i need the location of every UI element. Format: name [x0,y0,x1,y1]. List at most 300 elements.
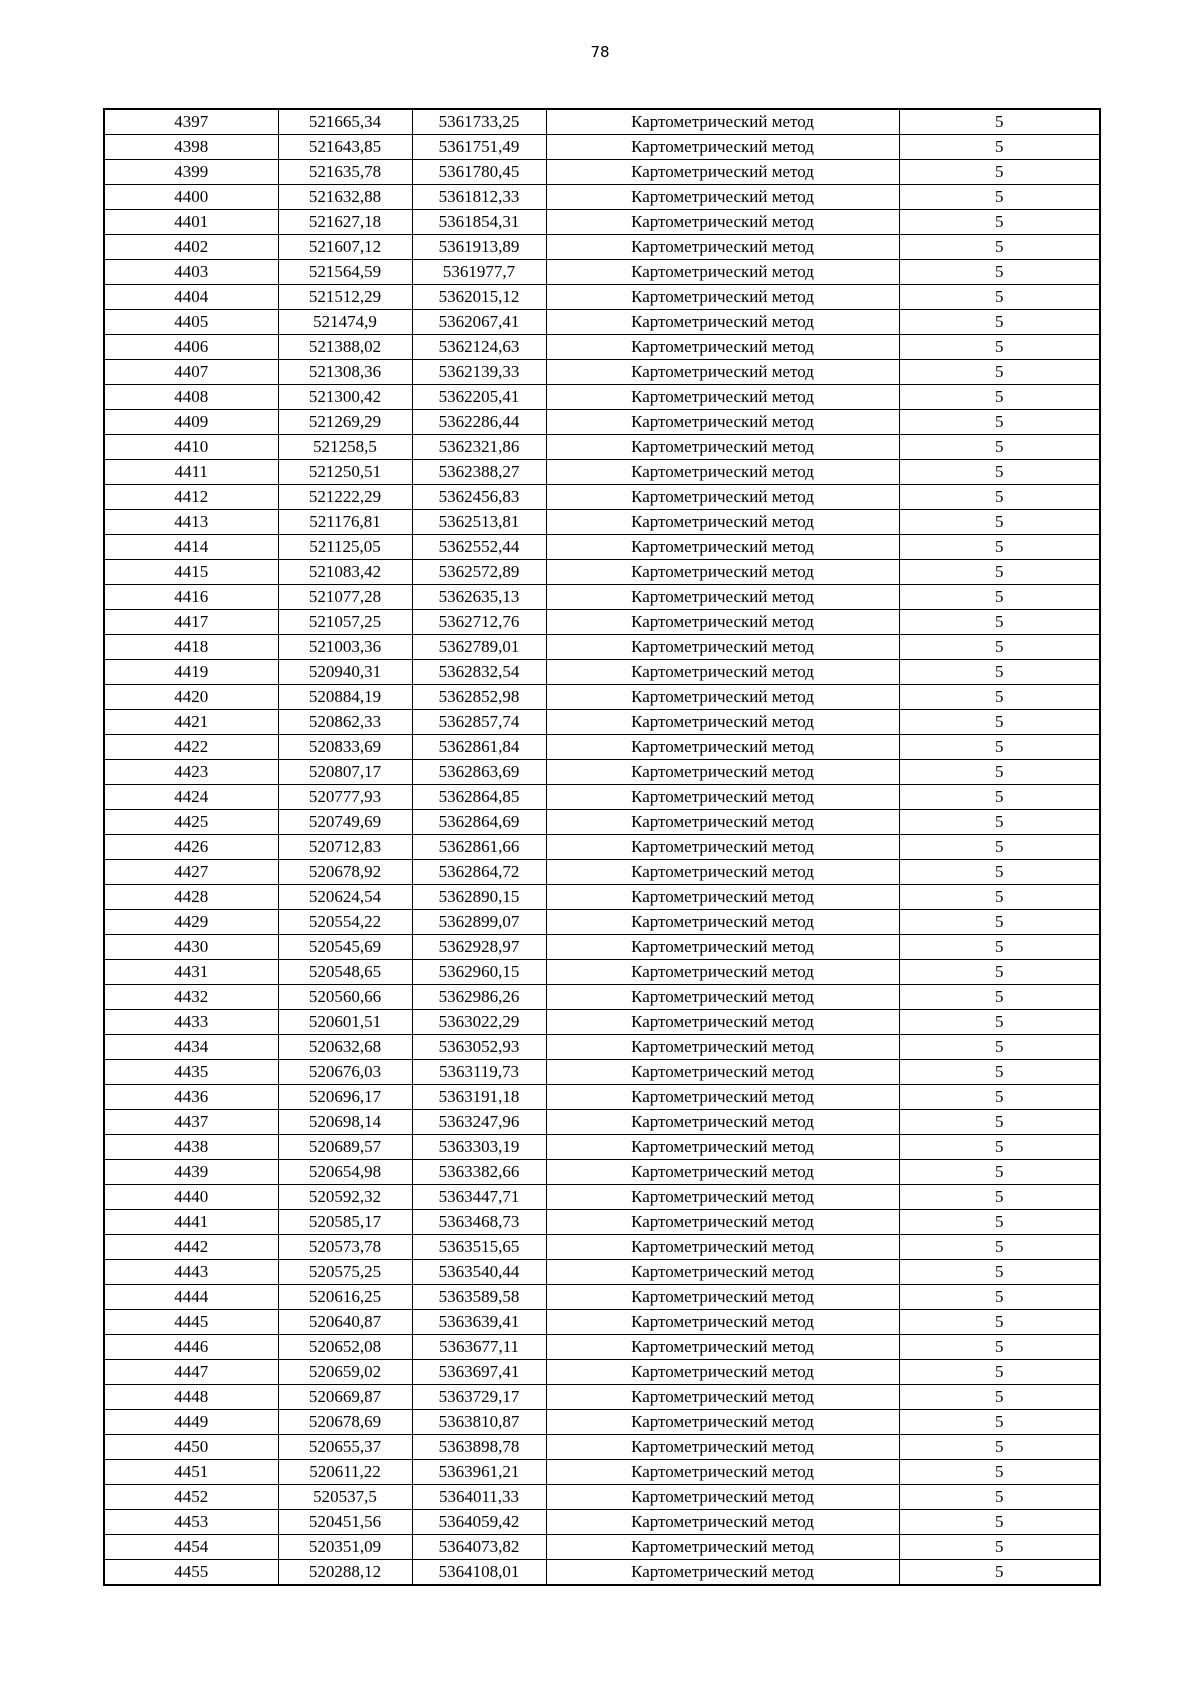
x-coordinate-cell: 521077,28 [278,585,412,610]
accuracy-cell: 5 [899,360,1100,385]
table-row [104,1485,1100,1510]
table-row [104,335,1100,360]
accuracy-cell: 5 [899,1235,1100,1260]
point-number-cell: 4445 [104,1310,278,1335]
table-row [104,660,1100,685]
point-number-cell: 4455 [104,1560,278,1586]
y-coordinate-cell: 5364108,01 [412,1560,546,1586]
y-coordinate-cell: 5363468,73 [412,1210,546,1235]
table-row [104,810,1100,835]
x-coordinate-cell: 520807,17 [278,760,412,785]
method-cell: Картометрический метод [546,1010,899,1035]
x-coordinate-cell: 521388,02 [278,335,412,360]
y-coordinate-cell: 5364073,82 [412,1535,546,1560]
y-coordinate-cell: 5362789,01 [412,635,546,660]
accuracy-cell: 5 [899,635,1100,660]
accuracy-cell: 5 [899,735,1100,760]
point-number-cell: 4441 [104,1210,278,1235]
method-cell: Картометрический метод [546,1560,899,1586]
method-cell: Картометрический метод [546,1135,899,1160]
y-coordinate-cell: 5361733,25 [412,109,546,135]
method-cell: Картометрический метод [546,810,899,835]
x-coordinate-cell: 521643,85 [278,135,412,160]
accuracy-cell: 5 [899,785,1100,810]
x-coordinate-cell: 521512,29 [278,285,412,310]
table-row [104,610,1100,635]
x-coordinate-cell: 521564,59 [278,260,412,285]
x-coordinate-cell: 520777,93 [278,785,412,810]
table-row [104,285,1100,310]
table-row [104,1285,1100,1310]
method-cell: Картометрический метод [546,1085,899,1110]
x-coordinate-cell: 520585,17 [278,1210,412,1235]
method-cell: Картометрический метод [546,260,899,285]
x-coordinate-cell: 521222,29 [278,485,412,510]
y-coordinate-cell: 5362513,81 [412,510,546,535]
x-coordinate-cell: 520696,17 [278,1085,412,1110]
method-cell: Картометрический метод [546,1260,899,1285]
x-coordinate-cell: 521607,12 [278,235,412,260]
point-number-cell: 4405 [104,310,278,335]
point-number-cell: 4427 [104,860,278,885]
point-number-cell: 4402 [104,235,278,260]
accuracy-cell: 5 [899,485,1100,510]
method-cell: Картометрический метод [546,1485,899,1510]
accuracy-cell: 5 [899,910,1100,935]
table-row [104,1360,1100,1385]
x-coordinate-cell: 520884,19 [278,685,412,710]
method-cell: Картометрический метод [546,510,899,535]
accuracy-cell: 5 [899,1460,1100,1485]
table-row [104,1110,1100,1135]
y-coordinate-cell: 5363697,41 [412,1360,546,1385]
x-coordinate-cell: 520632,68 [278,1035,412,1060]
x-coordinate-cell: 520940,31 [278,660,412,685]
accuracy-cell: 5 [899,385,1100,410]
point-number-cell: 4423 [104,760,278,785]
y-coordinate-cell: 5363961,21 [412,1460,546,1485]
table-row [104,1560,1100,1586]
point-number-cell: 4417 [104,610,278,635]
accuracy-cell: 5 [899,310,1100,335]
y-coordinate-cell: 5362861,66 [412,835,546,860]
y-coordinate-cell: 5362890,15 [412,885,546,910]
x-coordinate-cell: 520611,22 [278,1460,412,1485]
method-cell: Картометрический метод [546,410,899,435]
accuracy-cell: 5 [899,710,1100,735]
method-cell: Картометрический метод [546,285,899,310]
x-coordinate-cell: 521003,36 [278,635,412,660]
accuracy-cell: 5 [899,260,1100,285]
accuracy-cell: 5 [899,1010,1100,1035]
method-cell: Картометрический метод [546,135,899,160]
point-number-cell: 4450 [104,1435,278,1460]
accuracy-cell: 5 [899,885,1100,910]
y-coordinate-cell: 5362960,15 [412,960,546,985]
method-cell: Картометрический метод [546,1235,899,1260]
accuracy-cell: 5 [899,510,1100,535]
point-number-cell: 4428 [104,885,278,910]
table-row [104,410,1100,435]
method-cell: Картометрический метод [546,1535,899,1560]
x-coordinate-cell: 520678,92 [278,860,412,885]
method-cell: Картометрический метод [546,1110,899,1135]
accuracy-cell: 5 [899,1535,1100,1560]
table-row [104,885,1100,910]
y-coordinate-cell: 5362205,41 [412,385,546,410]
method-cell: Картометрический метод [546,335,899,360]
x-coordinate-cell: 520575,25 [278,1260,412,1285]
accuracy-cell: 5 [899,335,1100,360]
table-row [104,710,1100,735]
table-row [104,1535,1100,1560]
table-row [104,1085,1100,1110]
x-coordinate-cell: 521627,18 [278,210,412,235]
table-row [104,760,1100,785]
x-coordinate-cell: 520652,08 [278,1335,412,1360]
y-coordinate-cell: 5361780,45 [412,160,546,185]
table-row [104,510,1100,535]
method-cell: Картометрический метод [546,1060,899,1085]
point-number-cell: 4437 [104,1110,278,1135]
x-coordinate-cell: 520451,56 [278,1510,412,1535]
accuracy-cell: 5 [899,810,1100,835]
x-coordinate-cell: 520545,69 [278,935,412,960]
point-number-cell: 4420 [104,685,278,710]
table-row [104,1185,1100,1210]
accuracy-cell: 5 [899,610,1100,635]
accuracy-cell: 5 [899,585,1100,610]
point-number-cell: 4432 [104,985,278,1010]
method-cell: Картометрический метод [546,1410,899,1435]
method-cell: Картометрический метод [546,1160,899,1185]
accuracy-cell: 5 [899,960,1100,985]
coordinates-table [103,108,1101,1586]
y-coordinate-cell: 5362015,12 [412,285,546,310]
x-coordinate-cell: 520712,83 [278,835,412,860]
accuracy-cell: 5 [899,1310,1100,1335]
accuracy-cell: 5 [899,835,1100,860]
method-cell: Картометрический метод [546,1285,899,1310]
table-row [104,435,1100,460]
method-cell: Картометрический метод [546,685,899,710]
point-number-cell: 4430 [104,935,278,960]
table-row [104,835,1100,860]
y-coordinate-cell: 5363729,17 [412,1385,546,1410]
method-cell: Картометрический метод [546,1360,899,1385]
point-number-cell: 4435 [104,1060,278,1085]
accuracy-cell: 5 [899,1135,1100,1160]
x-coordinate-cell: 520548,65 [278,960,412,985]
y-coordinate-cell: 5363639,41 [412,1310,546,1335]
method-cell: Картометрический метод [546,1035,899,1060]
point-number-cell: 4443 [104,1260,278,1285]
method-cell: Картометрический метод [546,1435,899,1460]
accuracy-cell: 5 [899,1160,1100,1185]
page-number: 78 [590,43,610,61]
table-row [104,1010,1100,1035]
accuracy-cell: 5 [899,1285,1100,1310]
table-row [104,1410,1100,1435]
method-cell: Картометрический метод [546,360,899,385]
method-cell: Картометрический метод [546,585,899,610]
y-coordinate-cell: 5363247,96 [412,1110,546,1135]
method-cell: Картометрический метод [546,860,899,885]
x-coordinate-cell: 520624,54 [278,885,412,910]
y-coordinate-cell: 5362832,54 [412,660,546,685]
accuracy-cell: 5 [899,535,1100,560]
y-coordinate-cell: 5362928,97 [412,935,546,960]
table-row [104,860,1100,885]
x-coordinate-cell: 521083,42 [278,560,412,585]
point-number-cell: 4454 [104,1535,278,1560]
table-row [104,460,1100,485]
accuracy-cell: 5 [899,1210,1100,1235]
y-coordinate-cell: 5363119,73 [412,1060,546,1085]
table-row [104,360,1100,385]
method-cell: Картометрический метод [546,1335,899,1360]
table-row [104,910,1100,935]
method-cell: Картометрический метод [546,485,899,510]
x-coordinate-cell: 520749,69 [278,810,412,835]
method-cell: Картометрический метод [546,1310,899,1335]
y-coordinate-cell: 5363382,66 [412,1160,546,1185]
method-cell: Картометрический метод [546,1185,899,1210]
x-coordinate-cell: 521125,05 [278,535,412,560]
point-number-cell: 4413 [104,510,278,535]
accuracy-cell: 5 [899,560,1100,585]
table-row [104,1460,1100,1485]
y-coordinate-cell: 5362712,76 [412,610,546,635]
x-coordinate-cell: 520616,25 [278,1285,412,1310]
point-number-cell: 4449 [104,1410,278,1435]
y-coordinate-cell: 5362861,84 [412,735,546,760]
table-row [104,935,1100,960]
table-row [104,1060,1100,1085]
point-number-cell: 4404 [104,285,278,310]
x-coordinate-cell: 520698,14 [278,1110,412,1135]
method-cell: Картометрический метод [546,435,899,460]
y-coordinate-cell: 5362124,63 [412,335,546,360]
point-number-cell: 4412 [104,485,278,510]
point-number-cell: 4431 [104,960,278,985]
point-number-cell: 4415 [104,560,278,585]
method-cell: Картометрический метод [546,610,899,635]
y-coordinate-cell: 5361751,49 [412,135,546,160]
coordinates-table-body [104,109,1100,1585]
x-coordinate-cell: 520862,33 [278,710,412,735]
x-coordinate-cell: 520833,69 [278,735,412,760]
point-number-cell: 4401 [104,210,278,235]
x-coordinate-cell: 520640,87 [278,1310,412,1335]
method-cell: Картометрический метод [546,735,899,760]
accuracy-cell: 5 [899,1085,1100,1110]
method-cell: Картометрический метод [546,385,899,410]
y-coordinate-cell: 5363677,11 [412,1335,546,1360]
x-coordinate-cell: 521057,25 [278,610,412,635]
accuracy-cell: 5 [899,1410,1100,1435]
method-cell: Картометрический метод [546,885,899,910]
point-number-cell: 4451 [104,1460,278,1485]
x-coordinate-cell: 521300,42 [278,385,412,410]
method-cell: Картометрический метод [546,710,899,735]
point-number-cell: 4442 [104,1235,278,1260]
accuracy-cell: 5 [899,1560,1100,1586]
x-coordinate-cell: 521258,5 [278,435,412,460]
point-number-cell: 4411 [104,460,278,485]
accuracy-cell: 5 [899,460,1100,485]
y-coordinate-cell: 5363303,19 [412,1135,546,1160]
point-number-cell: 4407 [104,360,278,385]
method-cell: Картометрический метод [546,109,899,135]
x-coordinate-cell: 520678,69 [278,1410,412,1435]
accuracy-cell: 5 [899,1035,1100,1060]
table-row [104,1160,1100,1185]
method-cell: Картометрический метод [546,235,899,260]
table-row [104,960,1100,985]
method-cell: Картометрический метод [546,660,899,685]
y-coordinate-cell: 5362986,26 [412,985,546,1010]
y-coordinate-cell: 5363810,87 [412,1410,546,1435]
accuracy-cell: 5 [899,685,1100,710]
x-coordinate-cell: 520560,66 [278,985,412,1010]
accuracy-cell: 5 [899,1110,1100,1135]
accuracy-cell: 5 [899,285,1100,310]
point-number-cell: 4452 [104,1485,278,1510]
y-coordinate-cell: 5362572,89 [412,560,546,585]
table-row [104,485,1100,510]
method-cell: Картометрический метод [546,560,899,585]
point-number-cell: 4448 [104,1385,278,1410]
method-cell: Картометрический метод [546,1460,899,1485]
y-coordinate-cell: 5362899,07 [412,910,546,935]
y-coordinate-cell: 5362552,44 [412,535,546,560]
accuracy-cell: 5 [899,135,1100,160]
point-number-cell: 4433 [104,1010,278,1035]
table-row [104,1335,1100,1360]
point-number-cell: 4403 [104,260,278,285]
y-coordinate-cell: 5362456,83 [412,485,546,510]
y-coordinate-cell: 5362864,85 [412,785,546,810]
point-number-cell: 4397 [104,109,278,135]
point-number-cell: 4426 [104,835,278,860]
method-cell: Картометрический метод [546,835,899,860]
accuracy-cell: 5 [899,1485,1100,1510]
point-number-cell: 4444 [104,1285,278,1310]
y-coordinate-cell: 5362067,41 [412,310,546,335]
y-coordinate-cell: 5364011,33 [412,1485,546,1510]
y-coordinate-cell: 5364059,42 [412,1510,546,1535]
y-coordinate-cell: 5362388,27 [412,460,546,485]
method-cell: Картометрический метод [546,910,899,935]
accuracy-cell: 5 [899,435,1100,460]
y-coordinate-cell: 5363022,29 [412,1010,546,1035]
accuracy-cell: 5 [899,235,1100,260]
table-row [104,385,1100,410]
point-number-cell: 4436 [104,1085,278,1110]
y-coordinate-cell: 5363589,58 [412,1285,546,1310]
y-coordinate-cell: 5361977,7 [412,260,546,285]
point-number-cell: 4453 [104,1510,278,1535]
y-coordinate-cell: 5363447,71 [412,1185,546,1210]
method-cell: Картометрический метод [546,460,899,485]
table-row [104,585,1100,610]
table-row [104,1135,1100,1160]
accuracy-cell: 5 [899,1185,1100,1210]
table-row [104,785,1100,810]
x-coordinate-cell: 520655,37 [278,1435,412,1460]
point-number-cell: 4446 [104,1335,278,1360]
point-number-cell: 4424 [104,785,278,810]
x-coordinate-cell: 520351,09 [278,1535,412,1560]
y-coordinate-cell: 5363052,93 [412,1035,546,1060]
table-row [104,135,1100,160]
x-coordinate-cell: 521665,34 [278,109,412,135]
point-number-cell: 4416 [104,585,278,610]
point-number-cell: 4421 [104,710,278,735]
point-number-cell: 4422 [104,735,278,760]
table-row [104,735,1100,760]
accuracy-cell: 5 [899,210,1100,235]
point-number-cell: 4425 [104,810,278,835]
accuracy-cell: 5 [899,1260,1100,1285]
y-coordinate-cell: 5362864,69 [412,810,546,835]
accuracy-cell: 5 [899,860,1100,885]
x-coordinate-cell: 521269,29 [278,410,412,435]
point-number-cell: 4439 [104,1160,278,1185]
point-number-cell: 4419 [104,660,278,685]
x-coordinate-cell: 520676,03 [278,1060,412,1085]
y-coordinate-cell: 5363540,44 [412,1260,546,1285]
method-cell: Картометрический метод [546,960,899,985]
x-coordinate-cell: 521632,88 [278,185,412,210]
x-coordinate-cell: 521308,36 [278,360,412,385]
method-cell: Картометрический метод [546,210,899,235]
point-number-cell: 4447 [104,1360,278,1385]
accuracy-cell: 5 [899,660,1100,685]
accuracy-cell: 5 [899,760,1100,785]
point-number-cell: 4434 [104,1035,278,1060]
table-row [104,560,1100,585]
method-cell: Картометрический метод [546,185,899,210]
x-coordinate-cell: 520659,02 [278,1360,412,1385]
method-cell: Картометрический метод [546,935,899,960]
y-coordinate-cell: 5362863,69 [412,760,546,785]
accuracy-cell: 5 [899,109,1100,135]
point-number-cell: 4414 [104,535,278,560]
method-cell: Картометрический метод [546,785,899,810]
point-number-cell: 4429 [104,910,278,935]
x-coordinate-cell: 520288,12 [278,1560,412,1586]
method-cell: Картометрический метод [546,1210,899,1235]
table-row [104,210,1100,235]
x-coordinate-cell: 521176,81 [278,510,412,535]
accuracy-cell: 5 [899,185,1100,210]
x-coordinate-cell: 520601,51 [278,1010,412,1035]
table-row [104,535,1100,560]
table-row [104,635,1100,660]
table-row [104,985,1100,1010]
table-row [104,1260,1100,1285]
accuracy-cell: 5 [899,160,1100,185]
accuracy-cell: 5 [899,1510,1100,1535]
method-cell: Картометрический метод [546,1385,899,1410]
accuracy-cell: 5 [899,1060,1100,1085]
x-coordinate-cell: 520554,22 [278,910,412,935]
accuracy-cell: 5 [899,1335,1100,1360]
table-row [104,1510,1100,1535]
point-number-cell: 4399 [104,160,278,185]
